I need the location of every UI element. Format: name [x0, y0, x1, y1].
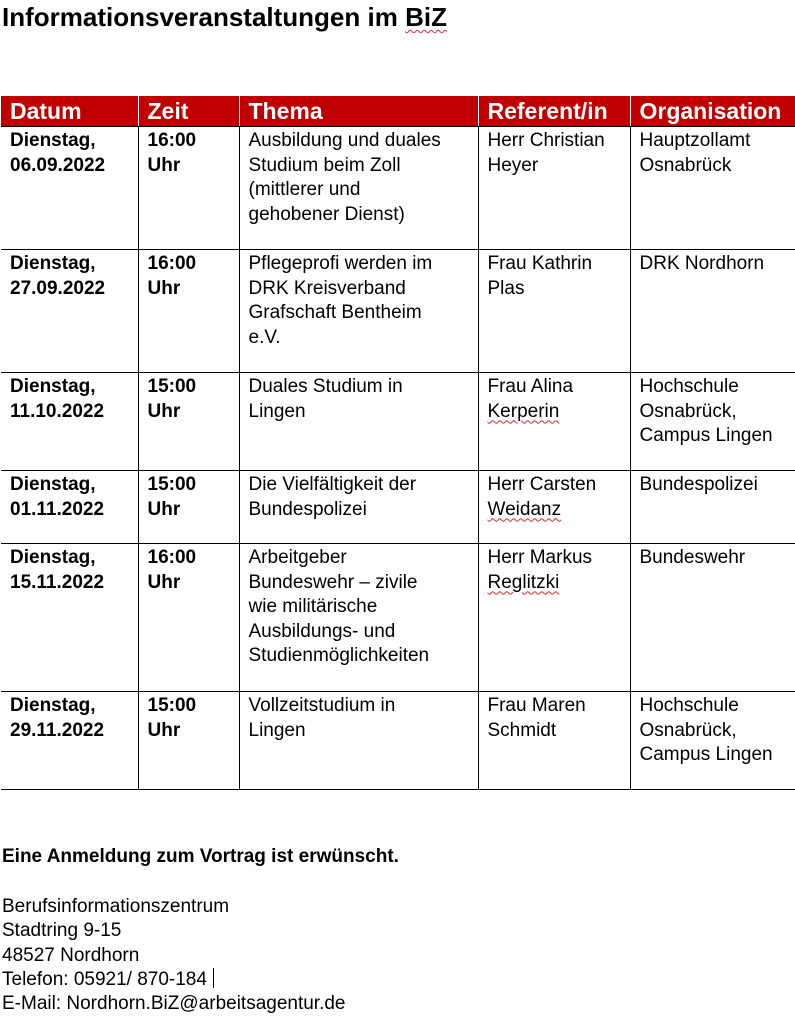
cell-topic-line: Grafschaft Bentheim [248, 302, 422, 323]
cell-time [138, 373, 239, 471]
cell-topic-line: Vollzeitstudium in [248, 695, 396, 716]
cell-speaker-line: Frau Maren [487, 695, 586, 716]
cell-organisation [630, 250, 795, 373]
cell-organisation [630, 544, 795, 692]
cell-topic-line: (mittlerer und [248, 179, 361, 200]
spellcheck-flagged-word: Weidanz [487, 498, 562, 520]
cell-speaker-line: Frau Alina [487, 376, 574, 397]
cell-speaker-line: Herr Markus [487, 547, 593, 568]
cell-date [1, 692, 138, 790]
cell-topic-line: Die Vielfältigkeit der [248, 474, 417, 495]
cell-date-line: 27.09.2022 [10, 277, 106, 299]
cell-organisation-line: Campus Lingen [639, 744, 773, 765]
cell-speaker-line [488, 571, 626, 596]
cell-time [138, 250, 239, 373]
cell-organisation-line: Bundeswehr [639, 547, 746, 568]
address-city: 48527 Nordhorn [2, 944, 140, 966]
cell-organisation-line: Osnabrück, [639, 719, 737, 741]
header-referent: Referent/in [478, 96, 630, 127]
cell-time [138, 544, 239, 692]
cell-speaker-line: Schmidt [487, 719, 557, 741]
cell-date-line: Dienstag, [10, 376, 96, 397]
cell-organisation [630, 373, 795, 471]
cell-date [1, 544, 138, 692]
cell-time [138, 127, 239, 250]
cell-time-line: Uhr [147, 400, 181, 422]
address-phone-line [2, 968, 346, 992]
cell-time [138, 471, 239, 544]
cell-organisation [630, 471, 795, 544]
cell-topic-line: gehobener Dienst) [248, 203, 405, 225]
spellcheck-flagged-word: BiZ [405, 2, 447, 32]
spellcheck-flagged-word: Reglitzki [487, 571, 560, 593]
cell-topic [239, 692, 478, 790]
cell-speaker-line: Frau Kathrin [487, 253, 593, 274]
cell-topic-line: wie militärische [248, 596, 378, 617]
header-zeit: Zeit [138, 96, 239, 127]
cell-topic-line: Studienmöglichkeiten [248, 645, 430, 666]
cell-time-line: Uhr [147, 498, 181, 520]
cell-topic-line: Bundeswehr – zivile [248, 571, 418, 593]
table-row [1, 692, 795, 790]
cell-topic-line: Ausbildung und duales [248, 130, 441, 151]
cell-organisation [630, 692, 795, 790]
cell-topic-line: Lingen [248, 400, 306, 422]
cell-date [1, 471, 138, 544]
cell-time-line: Uhr [147, 277, 181, 299]
cell-date-line: Dienstag, [10, 253, 96, 274]
cell-date-line: Dienstag, [10, 474, 96, 495]
table-header-row [1, 96, 795, 127]
cell-speaker-line [488, 400, 626, 425]
cell-organisation-line: Hochschule [639, 695, 739, 716]
cell-date-line: 06.09.2022 [10, 154, 106, 176]
registration-notice: Eine Anmeldung zum Vortrag ist erwünscht. [2, 846, 399, 867]
address-block [2, 895, 346, 1016]
cell-organisation-line: DRK Nordhorn [639, 253, 765, 274]
page-title [2, 0, 447, 34]
cell-speaker-line: Herr Carsten [487, 474, 597, 495]
cell-speaker-line [488, 498, 626, 523]
cell-date [1, 373, 138, 471]
cell-topic-line: Lingen [248, 719, 306, 741]
cell-speaker-line: Plas [487, 277, 525, 299]
cell-speaker [478, 373, 630, 471]
header-datum: Datum [1, 96, 138, 127]
cell-time-line: 16:00 [147, 547, 197, 568]
cell-organisation-line: Osnabrück [639, 154, 732, 176]
cell-date [1, 250, 138, 373]
cell-topic [239, 471, 478, 544]
table-row [1, 127, 795, 250]
table-row [1, 471, 795, 544]
cell-topic-line: Bundespolizei [248, 498, 367, 520]
cell-speaker [478, 250, 630, 373]
cell-time-line: 15:00 [147, 474, 197, 495]
cell-topic-line: DRK Kreisverband [248, 277, 406, 299]
spellcheck-flagged-word: Kerperin [487, 400, 560, 422]
cell-date-line: 11.10.2022 [10, 400, 105, 422]
cell-speaker-line: Heyer [487, 154, 539, 176]
cell-date-line: Dienstag, [10, 547, 96, 568]
cell-topic-line: Studium beim Zoll [248, 154, 401, 176]
cell-topic [239, 127, 478, 250]
cell-speaker [478, 692, 630, 790]
cell-topic-line: Ausbildungs- und [248, 620, 396, 642]
cell-topic-line: Pflegeprofi werden im [248, 253, 433, 274]
cell-topic-line: Duales Studium in [248, 376, 403, 397]
address-street: Stadtring 9-15 [2, 920, 122, 942]
cell-speaker [478, 127, 630, 250]
cell-time-line: 15:00 [147, 695, 197, 716]
cell-date-line: 29.11.2022 [10, 719, 105, 741]
cell-time-line: 16:00 [147, 253, 197, 274]
table-row [1, 250, 795, 373]
cell-topic [239, 250, 478, 373]
cell-time-line: 15:00 [147, 376, 197, 397]
cell-date [1, 127, 138, 250]
cell-organisation [630, 127, 795, 250]
cell-speaker-line: Herr Christian [487, 130, 605, 151]
header-organisation: Organisation [630, 96, 795, 127]
cell-time-line: Uhr [147, 571, 181, 593]
cell-organisation-line: Campus Lingen [639, 425, 773, 446]
cell-date-line: Dienstag, [10, 130, 96, 151]
address-phone: Telefon: 05921/ 870-184 [2, 968, 207, 990]
cell-time-line: Uhr [147, 719, 181, 741]
cell-date-line: 01.11.2022 [10, 498, 105, 520]
cell-time-line: Uhr [147, 154, 181, 176]
cell-speaker [478, 471, 630, 544]
address-name: Berufsinformationszentrum [2, 896, 230, 917]
cell-organisation-line: Hauptzollamt [639, 130, 751, 151]
table-row [1, 544, 795, 692]
cell-organisation-line: Hochschule [639, 376, 739, 397]
cell-time-line: 16:00 [147, 130, 197, 151]
cell-date-line: 15.11.2022 [10, 571, 105, 593]
title-text-main: Informationsveranstaltungen im BiZ [2, 2, 447, 32]
cell-topic [239, 544, 478, 692]
address-email: E-Mail: Nordhorn.BiZ@arbeitsagentur.de [2, 993, 346, 1015]
cell-organisation-line: Bundespolizei [639, 474, 758, 495]
cell-time [138, 692, 239, 790]
cell-organisation-line: Osnabrück, [639, 400, 737, 422]
cell-topic-line: Arbeitgeber [248, 547, 347, 568]
cell-topic [239, 373, 478, 471]
cell-date-line: Dienstag, [10, 695, 96, 716]
header-thema: Thema [239, 96, 478, 127]
table-row [1, 373, 795, 471]
cell-speaker [478, 544, 630, 692]
text-cursor [213, 968, 214, 988]
cell-topic-line: e.V. [248, 326, 281, 348]
events-table [1, 96, 795, 790]
